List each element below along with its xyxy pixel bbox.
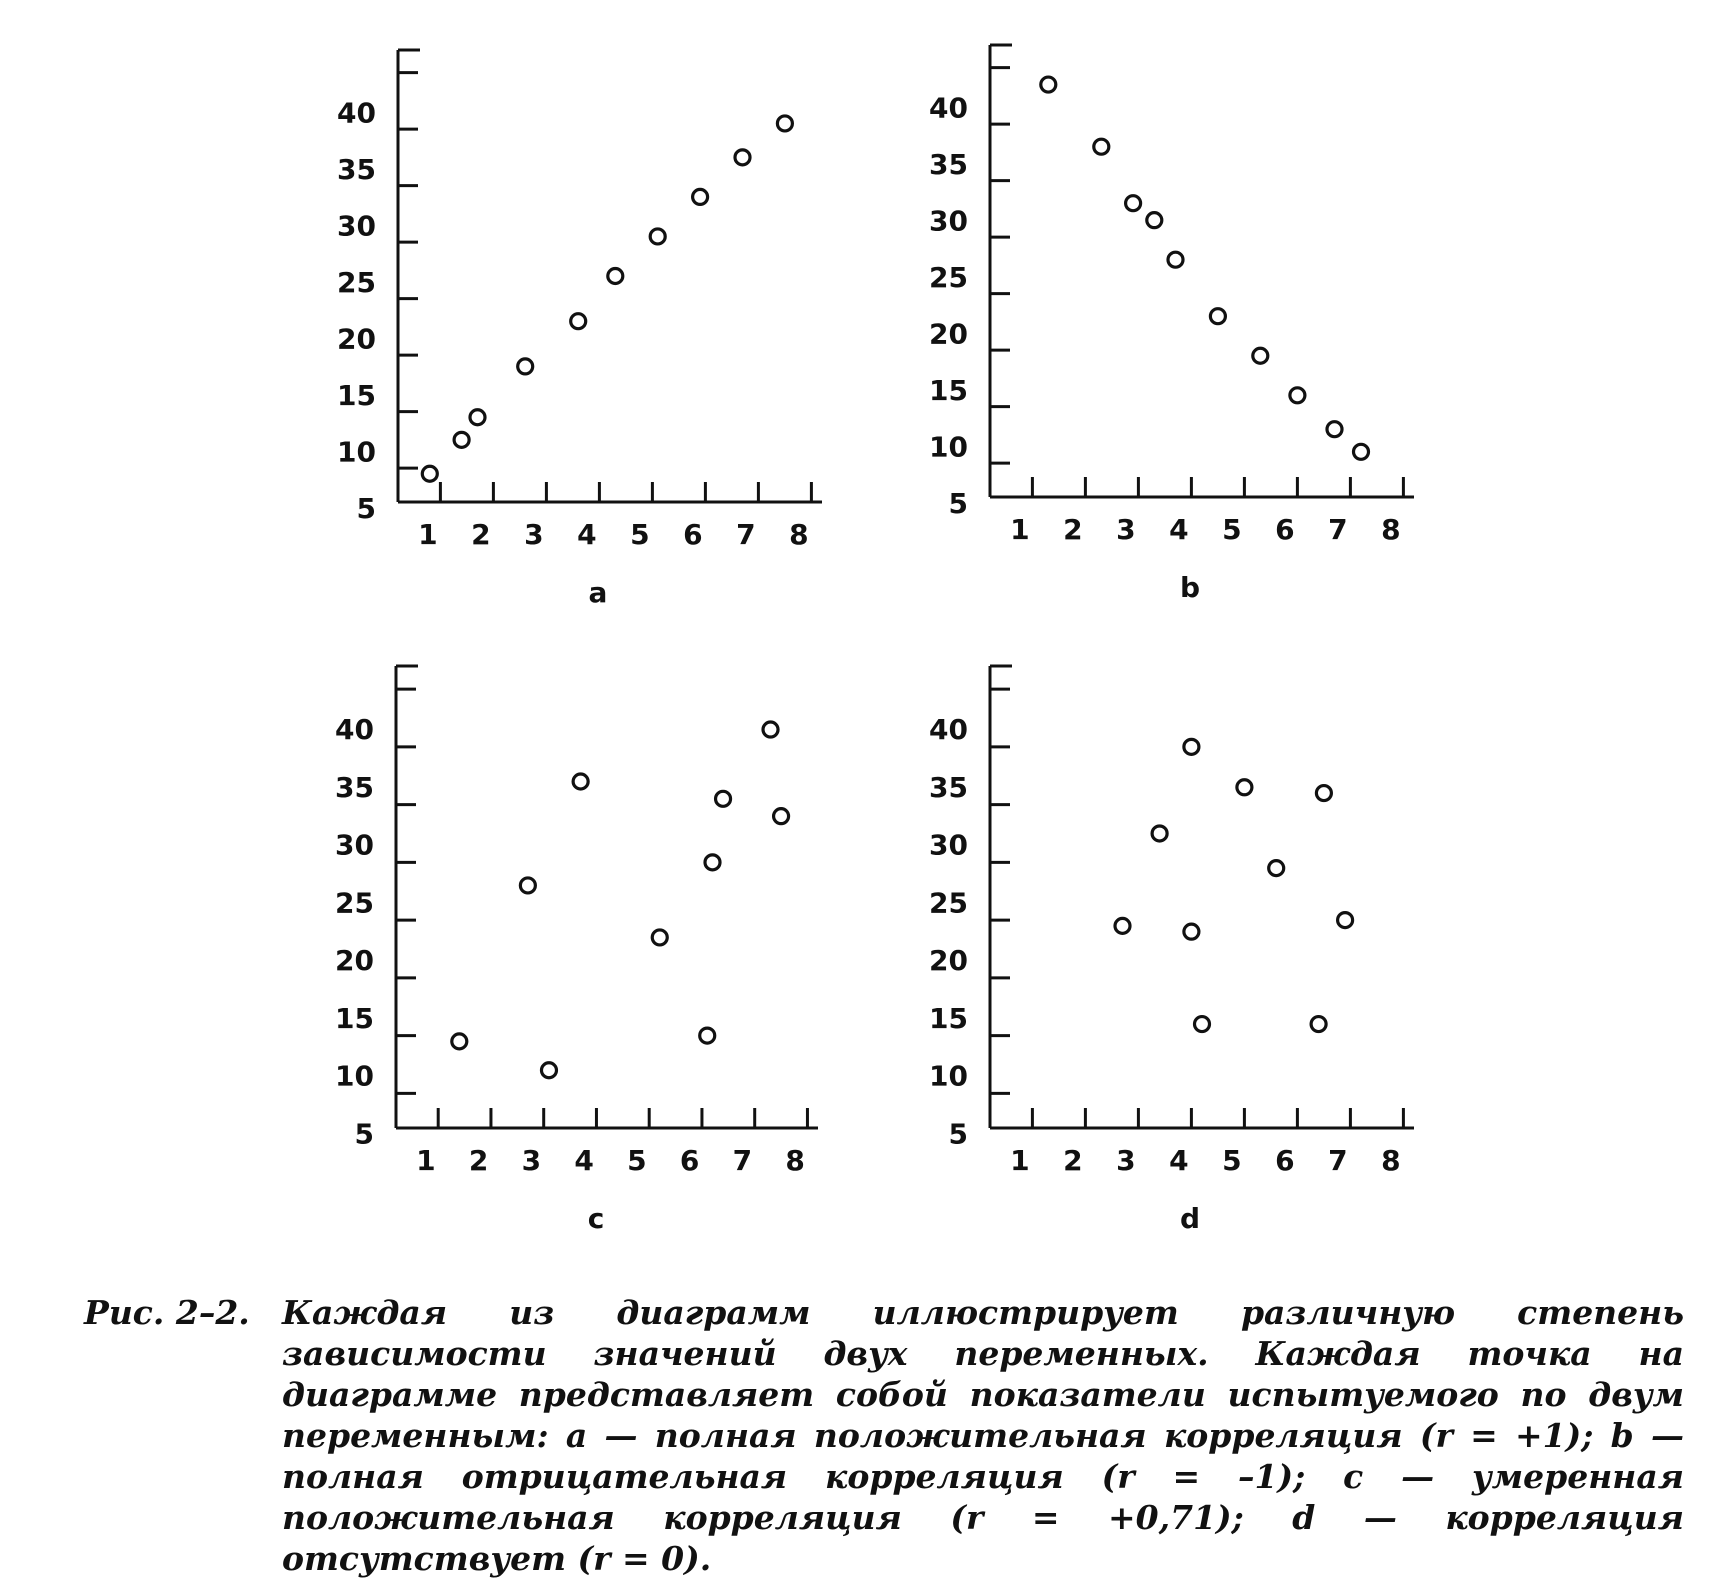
x-tick-label: 6	[1275, 1144, 1295, 1177]
y-tick-label: 10	[335, 1059, 374, 1093]
y-tick-label: 30	[929, 204, 968, 238]
x-tick-label: 8	[789, 518, 809, 551]
data-point	[1327, 422, 1342, 437]
y-tick-label: 5	[354, 1117, 374, 1151]
y-tick-label: 5	[948, 1117, 968, 1151]
data-point	[1184, 739, 1199, 754]
data-point	[650, 229, 665, 244]
x-tick-label: 7	[1328, 1144, 1348, 1177]
y-tick-label: 20	[929, 944, 968, 978]
y-tick-label: 10	[929, 1059, 968, 1093]
y-tick-label: 15	[929, 374, 968, 408]
data-point	[735, 150, 750, 165]
y-tick-label: 25	[929, 261, 968, 295]
panel-label: a	[588, 576, 608, 609]
data-point	[571, 314, 586, 329]
x-tick-label: 2	[1063, 513, 1083, 546]
y-tick-label: 10	[337, 435, 376, 469]
panel-label: d	[1179, 1202, 1201, 1235]
x-tick-label: 4	[574, 1144, 594, 1177]
data-point	[1115, 918, 1130, 933]
x-tick-label: 5	[627, 1144, 647, 1177]
y-tick-label: 35	[337, 153, 376, 187]
data-point	[573, 774, 588, 789]
x-tick-label: 2	[468, 1144, 489, 1177]
data-point	[1147, 213, 1162, 228]
data-point	[1311, 1017, 1326, 1032]
data-point	[454, 432, 469, 447]
data-point	[541, 1063, 556, 1078]
y-tick-label: 5	[948, 487, 968, 521]
y-tick-label: 15	[929, 1001, 968, 1035]
data-point	[1237, 780, 1252, 795]
x-tick-label: 2	[1063, 1144, 1083, 1177]
data-point	[1338, 913, 1353, 928]
x-tick-label: 8	[1381, 1144, 1401, 1177]
y-tick-label: 5	[356, 492, 376, 526]
x-tick-label: 6	[679, 1144, 700, 1177]
x-tick-label: 5	[1222, 513, 1242, 546]
data-point	[777, 116, 792, 131]
y-tick-label: 25	[337, 266, 376, 300]
data-point	[693, 189, 708, 204]
x-tick-label: 7	[1328, 513, 1348, 546]
x-tick-label: 4	[1169, 513, 1189, 546]
y-tick-label: 15	[335, 1001, 374, 1035]
y-tick-label: 35	[929, 148, 968, 182]
x-tick-label: 5	[630, 518, 650, 551]
data-point	[1126, 196, 1141, 211]
x-tick-label: 3	[521, 1144, 542, 1177]
data-point	[1041, 77, 1056, 92]
panel-label: b	[1179, 571, 1201, 604]
x-tick-label: 1	[418, 518, 438, 551]
x-tick-label: 6	[1275, 513, 1295, 546]
data-point	[763, 722, 778, 737]
x-tick-label: 1	[416, 1144, 436, 1177]
y-tick-label: 30	[337, 209, 376, 243]
data-point	[1094, 139, 1109, 154]
y-tick-label: 20	[335, 944, 374, 978]
data-point	[716, 791, 731, 806]
y-tick-label: 25	[335, 886, 374, 920]
data-point	[1290, 388, 1305, 403]
y-tick-label: 20	[929, 317, 968, 351]
data-point	[422, 466, 437, 481]
scatter-panel-b	[929, 45, 1414, 604]
y-tick-label: 30	[335, 828, 374, 862]
x-tick-label: 8	[1381, 513, 1401, 546]
data-point	[470, 410, 485, 425]
x-tick-label: 6	[683, 518, 703, 551]
scatter-panel-c	[335, 666, 818, 1235]
data-point	[518, 359, 533, 374]
x-tick-label: 1	[1010, 1144, 1030, 1177]
scatter-panel-a	[337, 50, 822, 609]
data-point	[1152, 826, 1167, 841]
y-tick-label: 40	[929, 713, 968, 747]
x-tick-label: 2	[471, 518, 491, 551]
data-point	[1168, 252, 1183, 267]
y-tick-label: 10	[929, 430, 968, 464]
data-point	[1269, 861, 1284, 876]
caption-text: Каждая из диаграмм иллюстрирует различную степень зависимости значений двух переменных. Каждая точка на диаграмме представляет собой показатели испытуемого по двум переменным: a — полная положительная корреляция (r = +1); b — полная отрицательная корреляция (r = –1); c — умеренная положительная корреляция (r = +0,71); d — корреляция отсутствует (r = 0).	[282, 1293, 1684, 1578]
data-point	[1354, 444, 1369, 459]
x-tick-label: 7	[732, 1144, 753, 1177]
data-point	[774, 809, 789, 824]
data-point	[705, 855, 720, 870]
caption-label: Рис. 2–2.	[84, 1293, 250, 1332]
data-point	[1253, 348, 1268, 363]
y-tick-label: 25	[929, 886, 968, 920]
x-tick-label: 4	[577, 518, 597, 551]
x-tick-label: 7	[736, 518, 756, 551]
y-tick-label: 40	[929, 91, 968, 125]
x-tick-label: 3	[1116, 513, 1136, 546]
data-point	[520, 878, 535, 893]
x-tick-label: 3	[1116, 1144, 1136, 1177]
x-tick-label: 4	[1169, 1144, 1189, 1177]
data-point	[452, 1034, 467, 1049]
x-tick-label: 3	[524, 518, 544, 551]
data-point	[652, 930, 667, 945]
scatter-panel-d	[929, 666, 1414, 1235]
y-tick-label: 30	[929, 828, 968, 862]
x-tick-label: 5	[1222, 1144, 1242, 1177]
y-tick-label: 15	[337, 379, 376, 413]
data-point	[608, 269, 623, 284]
data-point	[1195, 1017, 1210, 1032]
panel-label: c	[587, 1202, 605, 1235]
x-tick-label: 8	[785, 1144, 805, 1177]
y-tick-label: 40	[335, 713, 374, 747]
data-point	[1316, 786, 1331, 801]
data-point	[700, 1028, 715, 1043]
x-tick-label: 1	[1010, 513, 1030, 546]
y-tick-label: 35	[929, 770, 968, 804]
y-tick-label: 20	[337, 322, 376, 356]
y-tick-label: 35	[335, 770, 374, 804]
y-tick-label: 40	[337, 96, 376, 130]
data-point	[1210, 309, 1225, 324]
figure-caption	[84, 1292, 1684, 1579]
data-point	[1184, 924, 1199, 939]
